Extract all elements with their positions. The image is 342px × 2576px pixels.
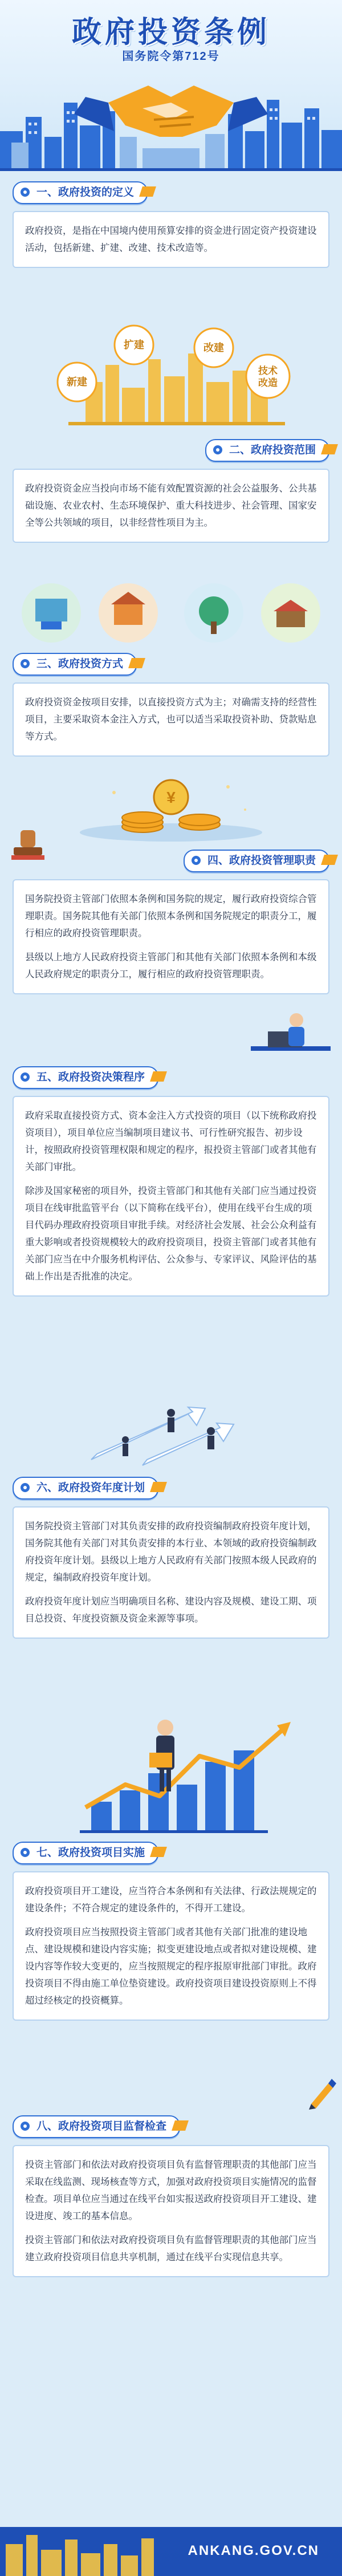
section-decision bbox=[13, 1066, 329, 1403]
section-card bbox=[13, 879, 329, 994]
header bbox=[0, 0, 342, 171]
construction-bubbles-illustration bbox=[0, 296, 342, 433]
section-heading bbox=[13, 1066, 158, 1089]
section-implementation bbox=[13, 1842, 329, 2110]
bubble-label-line2: 改造 bbox=[258, 377, 278, 388]
paragraph: 除涉及国家秘密的项目外，投资主管部门和其他有关部门应当通过投资项目在线审批监管平台（以下简称在线平台），使用在线平台生成的项目代码办理政府投资项目审批手续。对经济社会发展、社会公众利益有重大影响或者投资规模较大的政府投资项目，投资主管部门或者其他有关部门应当在中介服务机构评估、公众参与、专家评议、风险评估的基础上作出是否批准的决定。 bbox=[25, 1186, 317, 1282]
stamp-icon bbox=[8, 827, 48, 867]
section-duties bbox=[13, 850, 329, 1038]
bullet-icon bbox=[192, 856, 201, 865]
bullet-icon bbox=[21, 1072, 30, 1082]
bullet-icon bbox=[21, 1848, 30, 1857]
section-card bbox=[13, 1871, 329, 2021]
section-heading-label: 一、政府投资的定义 bbox=[36, 186, 135, 198]
bullet-icon bbox=[213, 445, 222, 454]
scope-icons-illustration bbox=[0, 576, 342, 650]
section-heading-label: 三、政府投资方式 bbox=[36, 658, 124, 670]
paragraph: 政府投资资金应当投向市场不能有效配置资源的社会公益服务、公共基础设施、农业农村、生态环境保护、重大科技进步、社会管理、国家安全等公共领域的项目，以非经营性项目为主。 bbox=[25, 483, 317, 528]
paragraph: 国务院投资主管部门对其负责安排的政府投资编制政府投资年度计划，国务院其他有关部门对其负责安排的本行业、本领域的政府投资编制政府投资年度计划。县级以上地方人民政府有关部门按照本级人民政府的规定，编制政府投资年度计划。 bbox=[25, 1521, 317, 1583]
paragraph: 政府投资项目开工建设，应当符合本条例和有关法律、行政法规规定的建设条件；不符合规定的建设条件的，不得开工建设。 bbox=[25, 1886, 317, 1913]
section-heading bbox=[13, 181, 148, 204]
paragraph: 投资主管部门和依法对政府投资项目负有监督管理职责的其他部门应当采取在线监测、现场核查等方式，加强对政府投资项目实施情况的监督检查。项目单位应当通过在线平台如实报送政府投资项目开工建设、建设进度、竣工的基本信息。 bbox=[25, 2160, 317, 2221]
section-method bbox=[13, 653, 329, 778]
section-heading-label: 八、政府投资项目监督检查 bbox=[36, 2120, 167, 2132]
bullet-icon bbox=[21, 188, 30, 197]
section-heading bbox=[184, 850, 329, 872]
section-card bbox=[13, 469, 329, 543]
paragraph: 政府投资资金按项目安排，以直接投资方式为主；对确需支持的经营性项目，主要采取资本金注入方式，也可以适当采取投资补助、贷款贴息等方式。 bbox=[25, 697, 317, 742]
growth-chart-illustration bbox=[0, 1705, 342, 1842]
section-heading-label: 二、政府投资范围 bbox=[229, 444, 316, 456]
section-heading bbox=[13, 653, 137, 676]
section-card bbox=[13, 1506, 329, 1639]
section-scope bbox=[13, 439, 329, 576]
business-arrows-illustration bbox=[0, 1391, 342, 1477]
handshake-skyline-illustration bbox=[0, 63, 342, 171]
section-heading-label: 五、政府投资决策程序 bbox=[36, 1071, 145, 1083]
tag-icon bbox=[172, 2120, 189, 2131]
tag-icon bbox=[150, 1071, 167, 1082]
section-card bbox=[13, 2145, 329, 2277]
paragraph: 投资主管部门和依法对政府投资项目负有监督管理职责的其他部门应当建立政府投资项目信息共享机制，通过在线平台实现信息共享。 bbox=[25, 2235, 317, 2262]
bullet-icon bbox=[21, 659, 30, 668]
tag-icon bbox=[321, 855, 338, 865]
pen-icon bbox=[306, 2075, 340, 2110]
section-annual-plan bbox=[13, 1477, 329, 1716]
section-supervision bbox=[13, 2115, 329, 2360]
footer bbox=[0, 2527, 342, 2576]
bubble-label: 改建 bbox=[203, 342, 224, 354]
paragraph: 政府采取直接投资方式、资本金注入方式投资的项目（以下统称政府投资项目），项目单位应当编制项目建议书、可行性研究报告、初步设计，按照政府投资管理权限和规定的程序，报投资主管部门或者其他有关部门审批。 bbox=[25, 1111, 317, 1172]
bubble-label-line1: 技术 bbox=[258, 365, 278, 376]
office-worker-illustration bbox=[0, 1012, 342, 1063]
bubble-label: 新建 bbox=[67, 376, 87, 388]
yen-icon: ¥ bbox=[166, 789, 176, 806]
section-card bbox=[13, 1096, 329, 1297]
tag-icon bbox=[150, 1847, 167, 1857]
watermark: ANKANG.GOV.CN bbox=[188, 2543, 319, 2558]
coins-illustration bbox=[0, 770, 342, 850]
tag-icon bbox=[321, 444, 338, 454]
paragraph: 政府投资项目应当按照投资主管部门或者其他有关部门批准的建设地点、建设规模和建设内容实施；拟变更建设地点或者拟对建设规模、建设内容等作较大变更的，应当按照规定的程序报原审批部门审批。政府投资项目不得由施工单位垫资建设。政府投资项目建设投资原则上不得超过经核定的投资概算。 bbox=[25, 1927, 317, 2006]
bubble-label: 扩建 bbox=[124, 339, 144, 351]
paragraph: 政府投资年度计划应当明确项目名称、建设内容及规模、建设工期、项目总投资、年度投资额及资金来源等事项。 bbox=[25, 1596, 317, 1624]
paragraph: 国务院投资主管部门依照本条例和国务院的规定，履行政府投资综合管理职责。国务院其他有关部门依照本条例和国务院规定的职责分工，履行相应的政府投资管理职责。 bbox=[25, 894, 317, 938]
section-heading-label: 七、政府投资项目实施 bbox=[36, 1847, 145, 1859]
bullet-icon bbox=[21, 1483, 30, 1492]
section-heading bbox=[13, 1842, 158, 1864]
tag-icon bbox=[150, 1482, 167, 1492]
section-heading bbox=[13, 1477, 158, 1500]
bullet-icon bbox=[21, 2122, 30, 2131]
section-heading bbox=[13, 2115, 180, 2138]
section-heading bbox=[205, 439, 329, 462]
tag-icon bbox=[139, 186, 156, 197]
paragraph: 政府投资，是指在中国境内使用预算安排的资金进行固定资产投资建设活动，包括新建、扩建、改建、技术改造等。 bbox=[25, 226, 317, 253]
section-card bbox=[13, 211, 329, 268]
page-subtitle: 国务院令第712号 bbox=[122, 50, 220, 63]
paragraph: 县级以上地方人民政府投资主管部门和其他有关部门依照本条例和本级人民政府规定的职责分工，履行相应的政府投资管理职责。 bbox=[25, 952, 317, 980]
section-heading-label: 四、政府投资管理职责 bbox=[207, 855, 316, 867]
section-card bbox=[13, 682, 329, 757]
section-heading-label: 六、政府投资年度计划 bbox=[36, 1482, 145, 1494]
tag-icon bbox=[128, 658, 145, 668]
page-title: 政府投资条例 bbox=[71, 16, 270, 49]
